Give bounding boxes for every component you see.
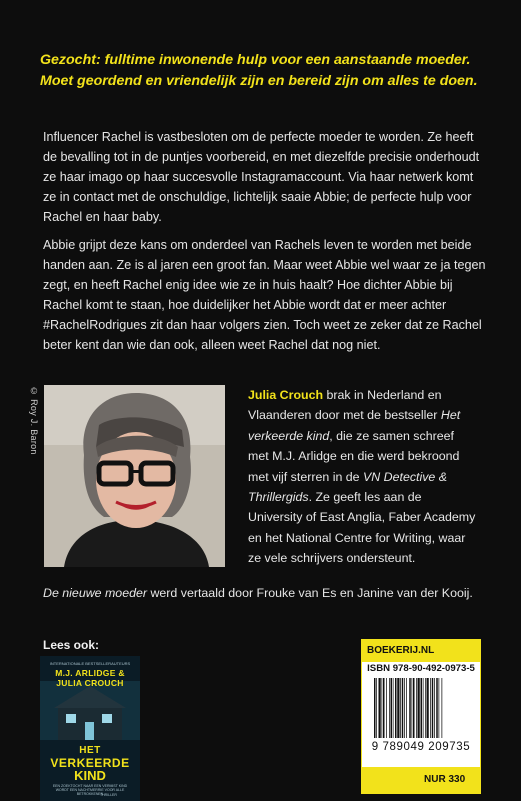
tagline-line-2: Moet geordend en vriendelijk zijn en bereid zijn om alles te doen. [40, 73, 478, 89]
barcode-stripe [421, 678, 423, 738]
barcode-stripe [400, 678, 401, 738]
also-read-label: Lees ook: [43, 638, 100, 652]
barcode-stripe [374, 678, 376, 738]
author-book-title: Het verkeerde kind [248, 408, 461, 443]
barcode-stripe [406, 678, 407, 738]
barcode-stripe [383, 678, 385, 738]
author-photo [44, 385, 225, 567]
barcode-stripe [389, 678, 390, 738]
barcode-digits: 9 789049 209735 [371, 741, 471, 753]
author-bio-text-1: brak in Nederland en Vlaanderen door met de bestseller [248, 388, 442, 423]
photo-credit: © Roy J. Baron [29, 386, 39, 455]
isbn-label: ISBN 978-90-492-0973-5 [367, 663, 475, 674]
barcode-stripe [376, 678, 377, 738]
barcode-stripe [427, 678, 429, 738]
barcode-stripe [416, 678, 417, 738]
cover-authors [40, 668, 140, 688]
barcode-stripe [391, 678, 393, 738]
barcode-stripe [379, 678, 381, 738]
translation-credit [43, 584, 493, 602]
barcode-stripe [402, 678, 404, 738]
barcode-stripe [432, 678, 434, 738]
cover-title-2: VERKEERDE [50, 756, 130, 770]
barcode-stripe [413, 678, 415, 738]
author-bio-text-3: . Ze geeft les aan de University of East Anglia, Faber Academy en het National Centre for Writing, waar ze vele schrijvers ondersteunt. [248, 490, 476, 566]
barcode-stripe [382, 678, 383, 738]
barcode-stripe [409, 678, 411, 738]
barcode-stripe [442, 678, 443, 738]
barcode-stripe [423, 678, 424, 738]
barcode-stripe [404, 678, 405, 738]
author-guide-name: VN Detective & Thrillergids [248, 469, 448, 505]
barcode-stripe [436, 678, 438, 738]
tagline-line-1: Gezocht: fulltime inwonende hulp voor een aanstaande moeder. [40, 52, 471, 68]
nur-code: NUR 330 [362, 767, 480, 793]
tagline [40, 50, 490, 92]
blurb-paragraph-1: Influencer Rachel is vastbesloten om de perfecte moeder te worden. Ze heeft de bevalling tot in de puntjes voorbereid, en met diezelfde precisie onderhoudt ze haar imago op haar succesvolle Instagramaccount. Via haar netwerk komt ze in contact met de onschuldige, lichtelijk saaie Abbie; de perfecte hulp voor Rachel en haar baby. [43, 130, 480, 224]
barcode-stripe [393, 678, 394, 738]
barcode-stripe [425, 678, 426, 738]
cover-title-1: HET [79, 745, 101, 756]
barcode-stripe [412, 678, 413, 738]
barcode-stripe [434, 678, 435, 738]
barcode-stripe [439, 678, 440, 738]
cover-title-3: KIND [74, 768, 106, 783]
cover-top-text: INTERNATIONALE BESTSELLERAUTEURS [49, 661, 131, 666]
also-read-cover [40, 656, 140, 801]
barcode-bars [372, 678, 470, 740]
barcode-stripe [418, 678, 420, 738]
barcode-stripe [395, 678, 397, 738]
author-bio-text-2: , die ze samen schreef met M.J. Arlidge en die werd bekroond met vijf sterren in de [248, 428, 460, 484]
barcode-stripe [386, 678, 387, 738]
cover-genre: THRILLER [100, 793, 117, 797]
publisher-site: BOEKERIJ.NL [361, 639, 481, 662]
translation-book-title: De nieuwe moeder [43, 586, 148, 600]
cover-blurb: EEN ZOEKTOCHT NAAR EEN VERMIST KIND WORDT EEN NACHTMERRIE VOOR ALLE BETROKKENEN [52, 784, 128, 796]
barcode-stripe [430, 678, 431, 738]
barcode-stripe [397, 678, 399, 738]
blurb-paragraph-2: Abbie grijpt deze kans om onderdeel van Rachels leven te worden met beide handen aan. Ze is al jaren een groot fan. Maar weet Abbie wel waar ze ja tegen zegt, en heeft Rachel enig idee wie ze in huis haalt? Hoe dichter Abbie bij Rachel komt te staan, hoe duidelijker het Abbie wordt dat er meer achter #RachelRodrigues zit dan haar volgers zien. Toch weet ze zeker dat ze Rachel beter kent dan wie dan ook, alleen weet Rachel dat nog niet. [43, 238, 486, 352]
cover-author-1: M.J. ARLIDGE & [55, 668, 125, 678]
author-bio [248, 385, 476, 569]
barcode-panel [361, 650, 481, 794]
translation-text: werd vertaald door Frouke van Es en Janine van der Kooij. [147, 586, 473, 600]
cover-author-2: JULIA CROUCH [56, 678, 124, 688]
author-name: Julia Crouch [248, 388, 324, 402]
